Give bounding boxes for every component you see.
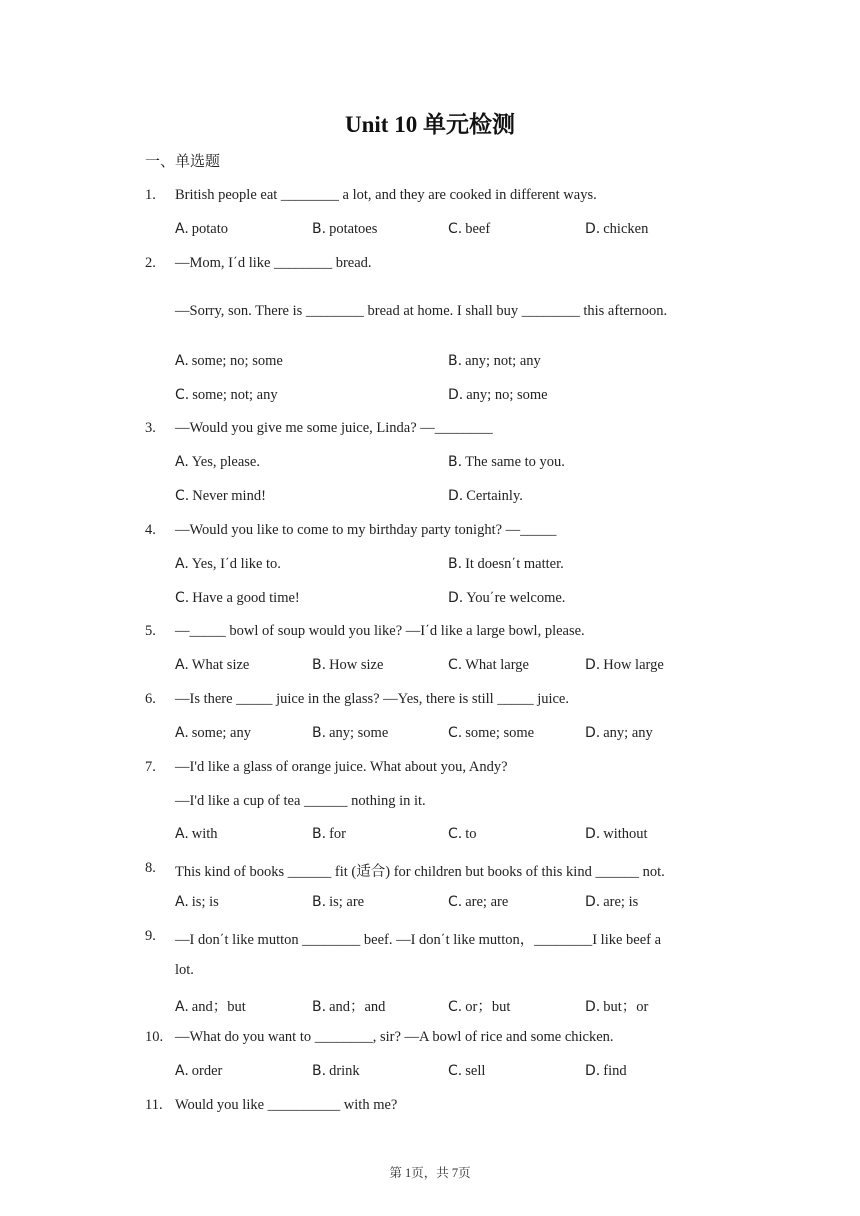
option-letter: C. <box>448 221 463 237</box>
answer-option[interactable] <box>585 826 648 843</box>
answer-option[interactable] <box>175 1063 222 1080</box>
answer-option[interactable] <box>448 590 565 607</box>
question-text: —Would you give me some juice, Linda? —________ <box>175 420 493 436</box>
answer-option[interactable] <box>175 826 218 843</box>
option-text: with <box>191 826 218 842</box>
answer-option[interactable] <box>175 894 219 911</box>
option-text: some; any <box>191 725 251 741</box>
answer-option[interactable] <box>175 590 300 607</box>
question-number: 5. <box>145 623 156 639</box>
option-text: Yes, please. <box>191 454 260 470</box>
option-letter: D. <box>585 221 601 237</box>
option-letter: B. <box>448 556 463 572</box>
answer-option[interactable] <box>312 826 346 843</box>
option-text: beef <box>465 221 491 237</box>
answer-option[interactable] <box>175 995 246 1016</box>
option-letter: C. <box>175 590 190 606</box>
question-text: —I don΄t like mutton ________ beef. —I don΄t like mutton，________I like beef a <box>175 932 662 948</box>
answer-option[interactable] <box>175 657 249 674</box>
answer-option[interactable] <box>448 353 541 370</box>
answer-option[interactable] <box>448 556 564 573</box>
option-letter: B. <box>312 657 327 673</box>
option-text: are; is <box>603 894 639 910</box>
option-text: Yes, I΄d like to. <box>191 556 281 572</box>
option-letter: B. <box>312 999 327 1015</box>
question-number: 9. <box>145 928 156 944</box>
question-text: lot. <box>175 962 194 978</box>
question-text: British people eat ________ a lot, and they are cooked in different ways. <box>175 187 597 203</box>
option-text: order <box>191 1063 223 1079</box>
option-text: How size <box>329 657 384 673</box>
answer-option[interactable] <box>175 387 278 404</box>
answer-option[interactable] <box>175 353 283 370</box>
answer-option[interactable] <box>585 995 648 1016</box>
option-text: and；and <box>329 999 386 1015</box>
option-letter: B. <box>312 894 327 910</box>
option-text: How large <box>603 657 664 673</box>
option-text: are; are <box>465 894 509 910</box>
answer-option[interactable] <box>448 826 477 843</box>
question-text: This kind of books ______ fit (适合) for children but books of this kind ______ not. <box>175 864 665 880</box>
option-letter: A. <box>175 221 189 237</box>
question-number: 3. <box>145 420 156 436</box>
option-text: or；but <box>465 999 511 1015</box>
option-text: is; are <box>329 894 365 910</box>
option-text: but；or <box>603 999 649 1015</box>
option-letter: A. <box>175 454 189 470</box>
answer-option[interactable] <box>585 1063 627 1080</box>
question-number: 1. <box>145 187 156 203</box>
question-text: —Is there _____ juice in the glass? —Yes, there is still _____ juice. <box>175 691 569 707</box>
option-letter: A. <box>175 894 189 910</box>
question-text: —I'd like a glass of orange juice. What about you, Andy? <box>175 759 508 775</box>
option-letter: B. <box>312 221 327 237</box>
option-letter: C. <box>175 387 190 403</box>
option-letter: A. <box>175 556 189 572</box>
answer-option[interactable] <box>448 454 565 471</box>
option-letter: B. <box>312 826 327 842</box>
option-letter: C. <box>448 826 463 842</box>
option-text: chicken <box>603 221 649 237</box>
option-letter: D. <box>585 657 601 673</box>
answer-option[interactable] <box>448 894 508 911</box>
option-text: Have a good time! <box>192 590 300 606</box>
answer-option[interactable] <box>448 221 490 238</box>
option-text: any; not; any <box>465 353 541 369</box>
option-letter: D. <box>585 894 601 910</box>
answer-option[interactable] <box>448 725 534 742</box>
question-text: —Mom, I΄d like ________ bread. <box>175 255 372 271</box>
question-number: 6. <box>145 691 156 707</box>
option-letter: C. <box>448 657 463 673</box>
question-text: —Sorry, son. There is ________ bread at home. I shall buy ________ this afternoon. <box>175 303 668 319</box>
answer-option[interactable] <box>585 725 653 742</box>
page-title: Unit 10 单元检测 <box>345 112 515 137</box>
question-number: 4. <box>145 522 156 538</box>
option-text: some; some <box>465 725 535 741</box>
answer-option[interactable] <box>312 657 383 674</box>
answer-option[interactable] <box>175 556 281 573</box>
question-text: Would you like __________ with me? <box>175 1097 398 1113</box>
answer-option[interactable] <box>312 894 364 911</box>
question-number: 8. <box>145 860 156 876</box>
option-text: What large <box>465 657 529 673</box>
option-letter: C. <box>448 1063 463 1079</box>
option-text: without <box>603 826 648 842</box>
answer-option[interactable] <box>312 1063 360 1080</box>
option-letter: D. <box>585 1063 601 1079</box>
section-heading: 一、单选题 <box>145 154 221 170</box>
option-letter: D. <box>448 488 464 504</box>
option-text: is; is <box>191 894 219 910</box>
option-text: potatoes <box>329 221 378 237</box>
option-letter: C. <box>448 894 463 910</box>
option-letter: A. <box>175 1063 189 1079</box>
option-letter: C. <box>448 725 463 741</box>
option-text: You΄re welcome. <box>466 590 566 606</box>
answer-option[interactable] <box>448 1063 485 1080</box>
question-text: —Would you like to come to my birthday party tonight? —_____ <box>175 522 557 538</box>
option-text: sell <box>465 1063 486 1079</box>
question-text: —What do you want to ________, sir? —A bowl of rice and some chicken. <box>175 1029 614 1045</box>
answer-option[interactable] <box>312 221 377 238</box>
option-letter: C. <box>448 999 463 1015</box>
option-text: The same to you. <box>465 454 565 470</box>
question-number: 11. <box>145 1097 163 1113</box>
option-text: It doesn΄t matter. <box>465 556 564 572</box>
question-number: 10. <box>145 1029 164 1045</box>
question-number: 7. <box>145 759 156 775</box>
option-letter: D. <box>585 725 601 741</box>
option-text: What size <box>191 657 250 673</box>
option-text: some; not; any <box>192 387 278 403</box>
answer-option[interactable] <box>175 488 266 505</box>
option-letter: A. <box>175 353 189 369</box>
option-text: find <box>603 1063 627 1079</box>
answer-option[interactable] <box>448 488 523 505</box>
page-footer: 第 1页，共 7页 <box>389 1166 471 1180</box>
answer-option[interactable] <box>448 995 510 1016</box>
option-text: Never mind! <box>192 488 266 504</box>
answer-option[interactable] <box>175 725 251 742</box>
option-text: some; no; some <box>191 353 283 369</box>
answer-option[interactable] <box>448 387 548 404</box>
option-letter: B. <box>448 353 463 369</box>
option-text: drink <box>329 1063 360 1079</box>
option-letter: B. <box>312 1063 327 1079</box>
answer-option[interactable] <box>312 725 388 742</box>
question-text: —I'd like a cup of tea ______ nothing in it. <box>175 793 426 809</box>
question-number: 2. <box>145 255 156 271</box>
option-letter: B. <box>312 725 327 741</box>
option-letter: A. <box>175 657 189 673</box>
option-text: for <box>329 826 346 842</box>
option-text: any; no; some <box>466 387 548 403</box>
option-text: any; some <box>329 725 389 741</box>
option-letter: D. <box>585 999 601 1015</box>
option-letter: A. <box>175 725 189 741</box>
option-letter: C. <box>175 488 190 504</box>
option-text: to <box>465 826 477 842</box>
option-letter: A. <box>175 999 189 1015</box>
answer-option[interactable] <box>175 221 228 238</box>
option-text: potato <box>191 221 229 237</box>
option-letter: D. <box>448 387 464 403</box>
answer-option[interactable] <box>585 894 638 911</box>
answer-option[interactable] <box>175 454 260 471</box>
option-letter: D. <box>448 590 464 606</box>
answer-option[interactable] <box>585 657 664 674</box>
option-text: any; any <box>603 725 653 741</box>
answer-option[interactable] <box>585 221 648 238</box>
question-text: —_____ bowl of soup would you like? —I΄d like a large bowl, please. <box>175 623 585 639</box>
option-letter: A. <box>175 826 189 842</box>
option-letter: D. <box>585 826 601 842</box>
option-letter: B. <box>448 454 463 470</box>
answer-option[interactable] <box>312 995 385 1016</box>
option-text: and；but <box>191 999 246 1015</box>
answer-option[interactable] <box>448 657 529 674</box>
option-text: Certainly. <box>466 488 523 504</box>
